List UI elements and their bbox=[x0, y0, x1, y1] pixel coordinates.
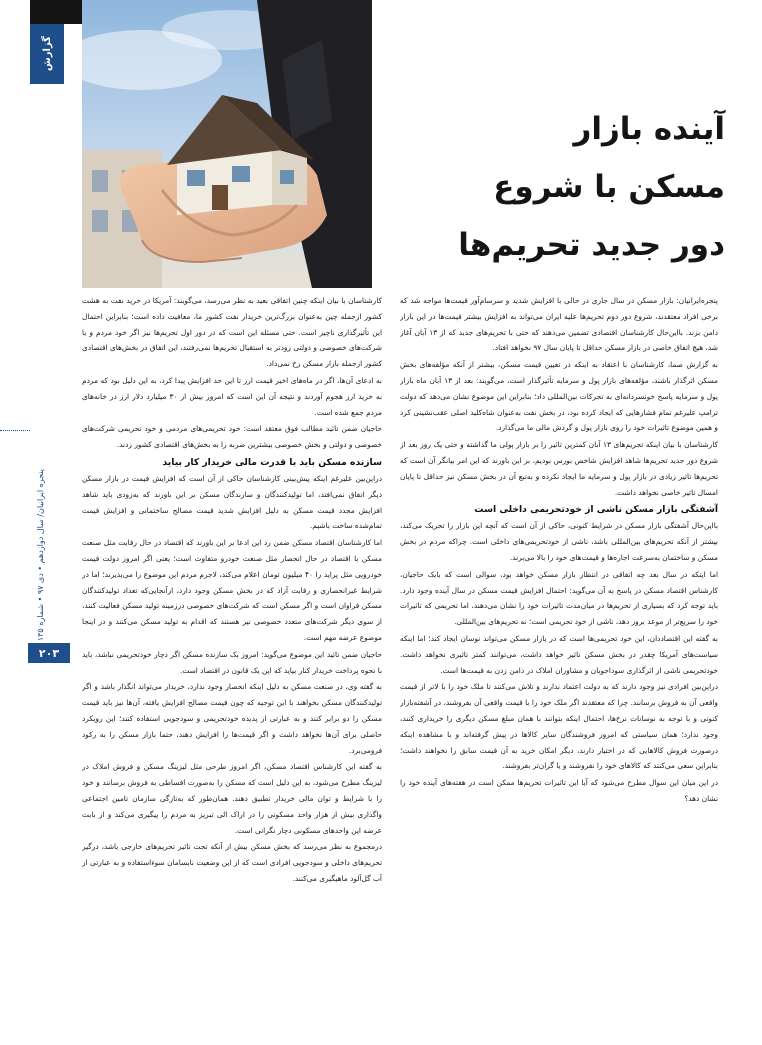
article-column-left bbox=[82, 293, 382, 1033]
headline-line-1: آینده بازار bbox=[573, 111, 725, 147]
paragraph: اما کارشناسان اقتصاد مسکن ضمن رد این ادعا بر این باورند که اقتصاد در حال رقابت مثل صنعت مسکن با اقتصاد در حال انحصار مثل صنعت خودرو متفاوت است؛ یعنی اگر امروز دولت قیمت خودرویی مثل پراید را ۴۰ میلیون تومان اعلام می‌کند، لاجرم مردم این موضوع را می‌پذیرند؛ اما در شرایط غیرانحصاری و رقابت آزاد که در بخش مسکن وجود دارد، ازآنجایی‌که تعداد تولیدکنندگان مسکن فراوان است و اگر مسکن است که شرکت‌های خصوصی درزمینه تولید مسکن فعالیت کنند، از سوی دیگر شرکت‌های متعدد خصوصی نیز هستند که اقدام به تولید مسکن می‌کنند و در اینجا موضوع عرضه مهم است. bbox=[82, 538, 382, 642]
paragraph: بااین‌حال آشفتگی بازار مسکن در شرایط کنونی، حاکی از آن است که آنچه این بازار را تحریک می‌کند، بیشتر از آنکه تحریم‌های بین‌المللی باشد، ناشی از خودتحریمی‌های داخلی است. چراکه مردم در بخش مسکن و ساختمان به‌سرعت اجاره‌ها و قیمت‌های خود را بالا می‌برند. bbox=[400, 521, 718, 562]
paragraph: حاجیان ضمن تائید مطالب فوق معتقد است: خود تحریمی‌های مردمی و خود تحریمی شرکت‌های خصوصی و دولتی و بخش خصوصی بیشترین ضربه را به بخش‌های اقتصادی کشور زدند. bbox=[82, 424, 382, 450]
paragraph: دراین‌بین علیرغم اینکه پیش‌بینی کارشناسان حاکی از آن است که افزایش قیمت در بازار مسکن دیگر اتفاق نمی‌افتد، اما تولیدکنندگان و سازندگان مسکن بر این باورند که به‌زودی باید شاهد افزایش مجدد قیمت مسکن به دلیل افزایش شدید قیمت مصالح ساختمانی و افزایش قیمت تمام‌شده ساخت باشیم. bbox=[82, 473, 382, 531]
paragraph: پنجره‌ایرانیان: بازار مسکن در سال جاری در حالی با افزایش شدید و سرسام‌آور قیمت‌ها مواجه شد که برخی افراد معتقدند، شروع دور دوم تحریم‌ها علیه ایران می‌تواند به افزایش بیشتر قیمت‌ها در این بازار دامن بزند. بااین‌حال کارشناسان اقتصادی تضمین می‌دهند که حتی با تحریم‌های جدید که از ۱۳ آبان آغاز شد، هیچ اتفاق خاصی در بازار مسکن حداقل تا پایان سال ۹۷ نخواهد افتاد. bbox=[400, 296, 718, 353]
paragraph: دراین‌بین افرادی نیز وجود دارند که به دولت اعتماد ندارند و تلاش می‌کنند تا ملک خود را با لاتر از قیمت واقعی آن به فروش برسانند. چرا که معتقدند اگر ملک خود را با قیمت واقعی آن بفروشند، در آشفته‌بازار کنونی و با توجه به نوسانات نرخ‌ها، احتمال اینکه بتوانند با همان مبلغ مسکن دیگری را خریداری کنند، وجود ندارد؛ همان سیاستی که امروز فروشندگان سایر کالاها در پیش گرفته‌اند و با مشاهده اینکه درصورت فروش کالاهایی که در اختیار دارند، دیگر امکان خرید به آن قیمت سابق را نخواهند داشت؛ بنابراین سعی می‌کنند که کالاهای خود را نفروشند و یا گران‌تر بفروشند. bbox=[400, 682, 718, 771]
paragraph: به گفته این اقتصاددان، این خود تحریمی‌ها است که در بازار مسکن می‌تواند نوسان ایجاد کند؛ اما اینکه سیاست‌های آمریکا چقدر در بخش مسکن تاثیر خواهد داشت، می‌توانند کمتر تاثیری نخواهد داشت. خودتحریمی ناشی از اثرگذاری سوداجویان و مشاوران املاک در دامن زدن به قیمت‌ها است. bbox=[400, 633, 718, 675]
headline-line-3: دور جدید تحریم‌ها bbox=[458, 227, 725, 263]
section-tag-label: گزارش bbox=[41, 36, 53, 72]
page-number: ۲۰۳ bbox=[28, 643, 70, 663]
paragraph: به ادعای آن‌ها، اگر در ماه‌های اخیر قیمت ارز تا این حد افزایش پیدا کرد، به این دلیل بود که مردم به خرید ارز هجوم آوردند و نتیجه آن این است که امروز بیش از ۳۰ میلیارد دلار ارز در خانه‌های مردم جمع شده است. bbox=[82, 375, 382, 417]
subheading: آشفتگی بازار مسکن ناشی از خودتحریمی داخلی است bbox=[474, 504, 718, 516]
margin-dotted-rule bbox=[0, 430, 30, 431]
sidebar-publication bbox=[32, 440, 48, 670]
headline-line-2: مسکن با شروع bbox=[493, 169, 725, 205]
subheading: سازنده مسکن باید با قدرت مالی خریدار کار بیاید bbox=[162, 456, 382, 468]
paragraph: اما اینکه در سال بعد چه اتفاقی در انتظار بازار مسکن خواهد بود، سوالی است که بابک حاجیان، کارشناس اقتصاد مسکن در پاسخ به آن می‌گوید: احتمال افزایش قیمت مسکن در سال آینده وجود دارد. باید توجه کرد که بسیاری از تحریم‌ها در میان‌مدت تاثیرات خود را نشان می‌دهند، اما تحریمی که تاثیرات خود را سریع‌تر از موعد بروز دهد، ناشی از خود تحریمی است؛ نه تحریم‌های بین‌المللی. bbox=[400, 569, 718, 627]
article-headline bbox=[390, 100, 725, 274]
paragraph: به گفته این کارشناس اقتصاد مسکن، اگر امروز طرحی مثل لیزینگ مسکن و فروش املاک در لیزینگ مطرح می‌شود، به این دلیل است که مسکن را به‌صورت اقساطی به فروش برسانند و خود را با شرایط و توان مالی خریدار تطبیق دهند. همان‌طور که به‌تازگی سازمان تامین اجتماعی واگذاری بیش از هزار واحد مسکونی را در اراک الی تبریز به مردم را پیگیری می‌کند و از بابت عرضه این واحدهای مسکونی دچار نگرانی است. bbox=[82, 762, 382, 835]
page-margin bbox=[0, 0, 30, 1045]
paragraph: در این میان این سوال مطرح می‌شود که آیا این تاثیرات تحریم‌ها ممکن است در هفته‌های آینده خود را نشان دهد؟ bbox=[400, 778, 718, 803]
paragraph: حاجیان ضمن تائید این موضوع می‌گوید: امروز یک سازنده مسکن اگر دچار خودتحریمی نباشد، باید با نحوه پرداخت خریدار کنار بیاید که این یک قانون در اقتصاد است. bbox=[82, 649, 382, 675]
header-black-band bbox=[30, 0, 82, 24]
paragraph: کارشناسان با بیان اینکه تحریم‌های ۱۳ آبان کمترین تاثیر را بر بازار پولی ما گذاشته و حتی یک روز بعد از شروع دور جدید تحریم‌ها شاهد افزایش شاخص بورس بودیم، بر این باورند که این امر بیانگر آن است که تحریم‌ها تاثیر زیادی در بازار پول و سرمایه ما ایجاد نکرده و به‌تبع آن در بخش مسکن نیز حداقل تا پایان امسال تاثیر خاصی نخواهد داشت. bbox=[400, 440, 718, 497]
article-column-right bbox=[400, 293, 718, 1033]
paragraph: به گزارش صما، کارشناسان با اعتقاد به اینکه در تعیین قیمت مسکن، بیشتر از آنکه مؤلفه‌های بخش مسکن اثرگذار باشند، مؤلفه‌های بازار پول و سرمایه تأثیرگذار است، می‌گویند: بعد از ۱۳ آبان ماه بازار پول و سرمایه پاسخ خونسردانه‌ای به تحرکات بین‌المللی داد؛ بنابراین این موضوع نشان می‌دهد که دولت ترامپ علیرغم تمام فشارهایی که ایجاد کرده بود، در بخش نفت به‌عنوان شاه‌کلید اصلی عقب‌نشینی کرد و همین موضوع تاثیرات خود را روی بازار پول و گردش مالی ما می‌گذارد. bbox=[400, 360, 718, 433]
sidebar-publication-label: پنجره ایرانیان/ سال دوازدهم • دی ۹۷ • شماره ۱۳۵ bbox=[35, 468, 45, 642]
paragraph: درمجموع به نظر می‌رسد که بخش مسکن بیش از آنکه تحت تاثیر تحریم‌های خارجی باشد، درگیر تحریم‌های داخلی و سودجویی افرادی است که از این وضعیت نابسامان سوءاستفاده و به عبارتی از آب گل‌آلود ماهیگیری می‌کنند. bbox=[82, 842, 382, 883]
section-tab bbox=[30, 24, 64, 84]
paragraph: به گفته وی، در صنعت مسکن به دلیل اینکه انحصار وجود ندارد، خریدار می‌تواند انگذار باشد و اگر تولیدکنندگان مسکن بخواهند با این توجیه که چون قیمت مصالح افزایش یافته، آن‌ها نیز باید قیمت مسکن را دو برابر کنند و به عبارتی از پدیده خودتحریمی و سودجویی استفاده کنند؛ این رویکرد حاصلی برای آن‌ها نخواهد داشت و اگر قیمت‌ها را افزایش دهند، حتما بازار مسکن را به رکود فرومی‌برد. bbox=[82, 682, 382, 755]
hand-holding-house-image bbox=[82, 0, 372, 288]
article-photo bbox=[82, 0, 372, 288]
paragraph: کارشناسان با بیان اینکه چنین اتفاقی بعید به نظر می‌رسد، می‌گویند: آمریکا در خرید نفت به هشت کشور ازجمله چین به‌عنوان بزرگ‌ترین خریدار نفت کشور ما، معافیت داده است؛ بنابراین احتمال این تأثیرگذاری ناچیز است. حتی مسئله این است که در دور اول تحریم‌ها نیز اگر خود مردم و یا شرکت‌های خصوصی و دولتی زودتر به استقبال تحریم‌ها نمی‌رفتند، این اتفاق در بخش‌های اقتصادی کشور ازجمله بازار مسکن رخ نمی‌داد. bbox=[82, 296, 382, 369]
